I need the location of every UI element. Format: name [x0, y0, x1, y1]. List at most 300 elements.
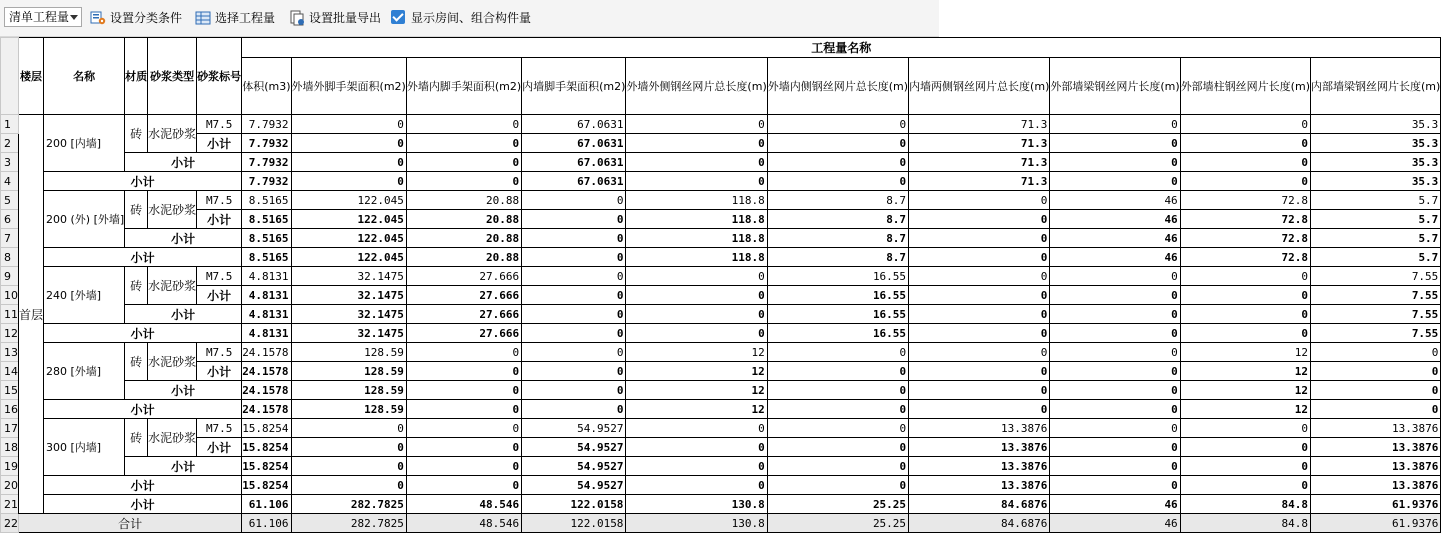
table-cell[interactable]: 71.3	[909, 134, 1050, 153]
material-cell[interactable]: 砖	[125, 115, 148, 153]
table-cell[interactable]: 12	[626, 381, 767, 400]
row-number[interactable]: 8	[1, 248, 19, 267]
table-cell[interactable]: 46	[1050, 191, 1180, 210]
table-cell[interactable]: 0	[1050, 457, 1180, 476]
column-header[interactable]: 外墙外侧钢丝网片总长度(m)	[626, 58, 767, 115]
table-cell[interactable]: 16.55	[767, 286, 908, 305]
mortar-type-cell[interactable]: 水泥砂浆	[148, 115, 197, 153]
table-cell[interactable]: 0	[1050, 362, 1180, 381]
table-cell[interactable]: 67.0631	[522, 172, 626, 191]
table-cell[interactable]: 0	[522, 267, 626, 286]
column-header[interactable]: 外墙内脚手架面积(m2)	[406, 58, 521, 115]
subtotal-label: 小计	[197, 134, 242, 153]
table-cell[interactable]: 118.8	[626, 210, 767, 229]
mortar-mark-cell[interactable]: M7.5	[197, 115, 242, 134]
table-cell[interactable]: 0	[1050, 267, 1180, 286]
table-cell[interactable]: 0	[1180, 153, 1310, 172]
table-cell[interactable]: 84.6876	[909, 514, 1050, 533]
table-cell[interactable]: 0	[1050, 305, 1180, 324]
table-cell[interactable]: 0	[1180, 267, 1310, 286]
table-cell[interactable]: 0	[406, 381, 521, 400]
table-cell[interactable]: 24.1578	[242, 362, 291, 381]
table-cell[interactable]: 13.3876	[1311, 438, 1441, 457]
table-cell[interactable]: 0	[626, 457, 767, 476]
mortar-type-cell[interactable]: 水泥砂浆	[148, 191, 197, 229]
row-number[interactable]: 13	[1, 343, 19, 362]
table-cell[interactable]: 0	[1180, 419, 1310, 438]
table-cell[interactable]: 54.9527	[522, 438, 626, 457]
table-cell[interactable]: 25.25	[767, 495, 908, 514]
table-cell[interactable]: 0	[1180, 115, 1310, 134]
table-cell[interactable]: 122.0158	[522, 514, 626, 533]
table-cell[interactable]: 0	[1050, 153, 1180, 172]
row-number[interactable]: 22	[1, 514, 19, 533]
row-number[interactable]: 6	[1, 210, 19, 229]
row-number[interactable]: 11	[1, 305, 19, 324]
wall-name-cell[interactable]: 200 [内墙]	[44, 115, 125, 172]
table-cell[interactable]: 24.1578	[242, 400, 291, 419]
table-cell[interactable]: 0	[1050, 381, 1180, 400]
table-cell[interactable]: 0	[626, 476, 767, 495]
table-cell[interactable]: 8.5165	[242, 248, 291, 267]
table-cell[interactable]: 13.3876	[909, 457, 1050, 476]
row-number[interactable]: 3	[1, 153, 19, 172]
floor-header: 楼层	[19, 38, 44, 115]
table-cell[interactable]: 0	[626, 419, 767, 438]
table-cell[interactable]: 46	[1050, 229, 1180, 248]
table-cell[interactable]: 13.3876	[909, 419, 1050, 438]
select-quantity-label: 选择工程量	[215, 11, 276, 25]
table-cell[interactable]: 0	[522, 362, 626, 381]
mortar-type-header: 砂浆类型	[148, 38, 197, 115]
table-cell[interactable]: 122.045	[291, 248, 406, 267]
table-cell[interactable]: 0	[909, 191, 1050, 210]
table-cell[interactable]: 0	[291, 172, 406, 191]
table-cell[interactable]: 130.8	[626, 514, 767, 533]
table-cell[interactable]: 128.59	[291, 400, 406, 419]
table-cell[interactable]: 0	[406, 134, 521, 153]
mortar-mark-cell[interactable]: M7.5	[197, 191, 242, 210]
material-cell[interactable]: 砖	[125, 191, 148, 229]
mortar-mark-cell[interactable]: M7.5	[197, 343, 242, 362]
table-cell[interactable]: 27.666	[406, 305, 521, 324]
table-cell[interactable]: 0	[1050, 343, 1180, 362]
table-cell[interactable]: 67.0631	[522, 115, 626, 134]
table-cell[interactable]: 72.8	[1180, 229, 1310, 248]
table-cell[interactable]: 32.1475	[291, 305, 406, 324]
table-cell[interactable]: 13.3876	[909, 476, 1050, 495]
table-cell[interactable]: 0	[626, 324, 767, 343]
table-cell[interactable]: 5.7	[1311, 248, 1441, 267]
column-header[interactable]: 外墙内侧钢丝网片总长度(m)	[767, 58, 908, 115]
row-number[interactable]: 12	[1, 324, 19, 343]
table-cell[interactable]: 13.3876	[909, 438, 1050, 457]
table-cell[interactable]: 0	[522, 248, 626, 267]
column-header[interactable]: 外部墙梁钢丝网片长度(m)	[1050, 58, 1180, 115]
subtotal-label: 小计	[197, 286, 242, 305]
table-cell[interactable]: 35.3	[1311, 172, 1441, 191]
table-cell[interactable]: 0	[406, 172, 521, 191]
table-cell[interactable]: 0	[291, 457, 406, 476]
table-cell[interactable]: 54.9527	[522, 457, 626, 476]
table-cell[interactable]: 4.8131	[242, 305, 291, 324]
table-cell[interactable]: 32.1475	[291, 286, 406, 305]
table-cell[interactable]: 84.8	[1180, 495, 1310, 514]
quantity-type-value: 清单工程量	[9, 10, 70, 24]
table-cell[interactable]: 282.7825	[291, 514, 406, 533]
table-cell[interactable]: 20.88	[406, 229, 521, 248]
table-row	[1, 153, 1441, 172]
table-cell[interactable]: 8.7	[767, 248, 908, 267]
table-cell[interactable]: 8.7	[767, 191, 908, 210]
table-cell[interactable]: 20.88	[406, 191, 521, 210]
table-cell[interactable]: 0	[1180, 305, 1310, 324]
chevron-down-icon[interactable]	[70, 15, 78, 20]
table-cell[interactable]: 0	[1050, 286, 1180, 305]
table-cell[interactable]: 13.3876	[1311, 457, 1441, 476]
row-number[interactable]: 19	[1, 457, 19, 476]
table-cell[interactable]: 0	[1180, 476, 1310, 495]
table-cell[interactable]: 0	[1311, 343, 1441, 362]
table-cell[interactable]: 0	[767, 134, 908, 153]
table-cell[interactable]: 0	[522, 210, 626, 229]
total-label: 合计	[19, 514, 242, 533]
table-cell[interactable]: 0	[626, 286, 767, 305]
table-cell[interactable]: 0	[626, 305, 767, 324]
floor-subtotal-row	[1, 495, 1441, 514]
table-cell[interactable]: 0	[1180, 438, 1310, 457]
table-cell[interactable]: 7.55	[1311, 305, 1441, 324]
table-cell[interactable]: 122.045	[291, 210, 406, 229]
table-row	[1, 457, 1441, 476]
table-cell[interactable]: 12	[1180, 362, 1310, 381]
table-cell[interactable]: 0	[1180, 134, 1310, 153]
table-cell[interactable]: 0	[626, 115, 767, 134]
table-cell[interactable]: 8.5165	[242, 229, 291, 248]
table-row	[1, 400, 1441, 419]
table-cell[interactable]: 0	[767, 115, 908, 134]
table-cell[interactable]: 27.666	[406, 286, 521, 305]
table-cell[interactable]: 0	[522, 305, 626, 324]
table-cell[interactable]: 0	[626, 172, 767, 191]
wall-name-cell[interactable]: 240 [外墙]	[44, 267, 125, 324]
batch-export-label: 设置批量导出	[309, 11, 382, 25]
table-cell[interactable]: 0	[522, 191, 626, 210]
table-cell[interactable]: 46	[1050, 495, 1180, 514]
table-cell[interactable]: 128.59	[291, 362, 406, 381]
table-cell[interactable]: 8.7	[767, 210, 908, 229]
table-cell[interactable]: 0	[1050, 172, 1180, 191]
table-cell[interactable]: 7.7932	[242, 115, 291, 134]
table-cell[interactable]: 71.3	[909, 172, 1050, 191]
table-cell[interactable]: 72.8	[1180, 210, 1310, 229]
table-cell[interactable]: 0	[406, 115, 521, 134]
table-cell[interactable]: 0	[767, 172, 908, 191]
grand-total-row	[1, 514, 1441, 533]
table-cell[interactable]: 13.3876	[1311, 476, 1441, 495]
table-cell[interactable]: 61.9376	[1311, 514, 1441, 533]
floor-cell[interactable]: 首层	[19, 115, 44, 514]
table-cell[interactable]: 4.8131	[242, 267, 291, 286]
table-cell[interactable]: 0	[406, 457, 521, 476]
table-cell[interactable]: 12	[626, 400, 767, 419]
table-cell[interactable]: 0	[1050, 438, 1180, 457]
column-header[interactable]: 体积(m3)	[242, 58, 291, 115]
mortar-mark-cell[interactable]: M7.5	[197, 267, 242, 286]
table-cell[interactable]: 0	[291, 438, 406, 457]
table-cell[interactable]: 122.0158	[522, 495, 626, 514]
table-cell[interactable]: 118.8	[626, 248, 767, 267]
column-header[interactable]: 内墙两侧钢丝网片总长度(m)	[909, 58, 1050, 115]
table-cell[interactable]: 0	[522, 324, 626, 343]
table-cell[interactable]: 12	[626, 362, 767, 381]
table-row	[1, 343, 1441, 362]
table-cell[interactable]: 7.7932	[242, 134, 291, 153]
table-cell[interactable]: 35.3	[1311, 115, 1441, 134]
table-cell[interactable]: 0	[767, 343, 908, 362]
table-cell[interactable]: 12	[626, 343, 767, 362]
table-row	[1, 210, 1441, 229]
material-cell[interactable]: 砖	[125, 267, 148, 305]
table-cell[interactable]: 16.55	[767, 267, 908, 286]
table-cell[interactable]: 0	[909, 362, 1050, 381]
table-cell[interactable]: 54.9527	[522, 419, 626, 438]
set-classify-button[interactable]	[90, 8, 186, 28]
table-cell[interactable]: 0	[406, 153, 521, 172]
table-cell[interactable]: 0	[1311, 400, 1441, 419]
table-cell[interactable]: 130.8	[626, 495, 767, 514]
table-cell[interactable]: 0	[522, 343, 626, 362]
table-cell[interactable]: 5.7	[1311, 210, 1441, 229]
table-cell[interactable]: 16.55	[767, 305, 908, 324]
table-cell[interactable]: 35.3	[1311, 134, 1441, 153]
table-cell[interactable]: 48.546	[406, 495, 521, 514]
table-cell[interactable]: 27.666	[406, 324, 521, 343]
table-cell[interactable]: 0	[1050, 476, 1180, 495]
row-number[interactable]: 14	[1, 362, 19, 381]
table-cell[interactable]: 0	[1180, 324, 1310, 343]
table-cell[interactable]: 0	[406, 343, 521, 362]
row-number[interactable]: 7	[1, 229, 19, 248]
table-cell[interactable]: 35.3	[1311, 153, 1441, 172]
column-header[interactable]: 内墙脚手架面积(m2)	[522, 58, 626, 115]
table-cell[interactable]: 8.5165	[242, 191, 291, 210]
checkbox-checked-icon[interactable]	[391, 10, 405, 24]
table-cell[interactable]: 67.0631	[522, 153, 626, 172]
table-cell[interactable]: 0	[406, 362, 521, 381]
table-cell[interactable]: 0	[626, 134, 767, 153]
table-cell[interactable]: 8.7	[767, 229, 908, 248]
table-cell[interactable]: 46	[1050, 514, 1180, 533]
table-cell[interactable]: 0	[291, 115, 406, 134]
table-cell[interactable]: 72.8	[1180, 191, 1310, 210]
table-cell[interactable]: 0	[626, 153, 767, 172]
row-number[interactable]: 20	[1, 476, 19, 495]
quantity-grid	[0, 37, 1441, 536]
table-cell[interactable]: 61.106	[242, 514, 291, 533]
wall-name-cell[interactable]: 280 [外墙]	[44, 343, 125, 400]
row-number[interactable]: 15	[1, 381, 19, 400]
table-cell[interactable]: 20.88	[406, 210, 521, 229]
table-cell[interactable]: 0	[626, 267, 767, 286]
table-cell[interactable]: 0	[522, 286, 626, 305]
table-cell[interactable]: 0	[909, 381, 1050, 400]
subtotal-label: 小计	[125, 381, 242, 400]
column-header[interactable]: 内部墙梁钢丝网片长度(m)	[1311, 58, 1441, 115]
table-cell[interactable]: 8.5165	[242, 210, 291, 229]
table-cell[interactable]: 0	[767, 381, 908, 400]
table-cell[interactable]: 128.59	[291, 343, 406, 362]
table-cell[interactable]: 15.8254	[242, 476, 291, 495]
table-cell[interactable]: 122.045	[291, 191, 406, 210]
table-cell[interactable]: 24.1578	[242, 343, 291, 362]
table-cell[interactable]: 7.7932	[242, 153, 291, 172]
table-cell[interactable]: 0	[406, 438, 521, 457]
table-cell[interactable]: 5.7	[1311, 229, 1441, 248]
table-cell[interactable]: 0	[522, 229, 626, 248]
table-cell[interactable]: 16.55	[767, 324, 908, 343]
table-cell[interactable]: 0	[1050, 419, 1180, 438]
wall-name-cell[interactable]: 300 [内墙]	[44, 419, 125, 476]
table-cell[interactable]: 118.8	[626, 229, 767, 248]
row-number[interactable]: 17	[1, 419, 19, 438]
table-cell[interactable]: 27.666	[406, 267, 521, 286]
material-cell[interactable]: 砖	[125, 343, 148, 381]
table-cell[interactable]: 7.55	[1311, 267, 1441, 286]
wall-name-cell[interactable]: 200 (外) [外墙]	[44, 191, 125, 248]
table-cell[interactable]: 54.9527	[522, 476, 626, 495]
table-cell[interactable]: 118.8	[626, 191, 767, 210]
table-cell[interactable]: 0	[291, 476, 406, 495]
column-header[interactable]: 外墙外脚手架面积(m2)	[291, 58, 406, 115]
table-cell[interactable]: 72.8	[1180, 248, 1310, 267]
table-cell[interactable]: 0	[291, 153, 406, 172]
table-cell[interactable]: 46	[1050, 248, 1180, 267]
table-cell[interactable]: 12	[1180, 381, 1310, 400]
table-cell[interactable]: 0	[767, 153, 908, 172]
table-cell[interactable]: 0	[909, 305, 1050, 324]
table-cell[interactable]: 0	[291, 134, 406, 153]
table-cell[interactable]: 13.3876	[1311, 419, 1441, 438]
table-cell[interactable]: 0	[767, 362, 908, 381]
table-cell[interactable]: 7.55	[1311, 324, 1441, 343]
table-cell[interactable]: 20.88	[406, 248, 521, 267]
table-cell[interactable]: 84.6876	[909, 495, 1050, 514]
table-cell[interactable]: 0	[909, 210, 1050, 229]
table-cell[interactable]: 67.0631	[522, 134, 626, 153]
table-cell[interactable]: 0	[1050, 400, 1180, 419]
table-cell[interactable]: 0	[1311, 362, 1441, 381]
subtotal-label: 小计	[44, 495, 242, 514]
table-cell[interactable]: 0	[909, 324, 1050, 343]
select-quantity-button[interactable]	[195, 8, 281, 28]
table-cell[interactable]: 0	[767, 419, 908, 438]
table-cell[interactable]: 0	[406, 400, 521, 419]
row-number[interactable]: 1	[1, 115, 19, 134]
table-cell[interactable]: 128.59	[291, 381, 406, 400]
table-cell[interactable]: 0	[1050, 115, 1180, 134]
row-number[interactable]: 5	[1, 191, 19, 210]
table-cell[interactable]: 61.9376	[1311, 495, 1441, 514]
row-number[interactable]: 16	[1, 400, 19, 419]
table-cell[interactable]: 32.1475	[291, 324, 406, 343]
table-cell[interactable]: 122.045	[291, 229, 406, 248]
batch-export-button[interactable]	[289, 8, 385, 28]
table-cell[interactable]: 0	[767, 438, 908, 457]
table-cell[interactable]: 7.55	[1311, 286, 1441, 305]
material-cell[interactable]: 砖	[125, 419, 148, 457]
table-cell[interactable]: 15.8254	[242, 457, 291, 476]
show-rooms-checkbox[interactable]	[391, 8, 541, 28]
row-number[interactable]: 18	[1, 438, 19, 457]
table-cell[interactable]: 5.7	[1311, 191, 1441, 210]
table-cell[interactable]: 0	[1180, 172, 1310, 191]
table-cell[interactable]: 0	[767, 400, 908, 419]
row-number[interactable]: 10	[1, 286, 19, 305]
table-cell[interactable]: 0	[1180, 286, 1310, 305]
table-cell[interactable]: 0	[1180, 457, 1310, 476]
table-cell[interactable]: 0	[406, 419, 521, 438]
table-cell[interactable]: 71.3	[909, 115, 1050, 134]
table-cell[interactable]: 71.3	[909, 153, 1050, 172]
table-cell[interactable]: 0	[909, 248, 1050, 267]
table-cell[interactable]: 0	[909, 267, 1050, 286]
table-cell[interactable]: 0	[909, 286, 1050, 305]
table-cell[interactable]: 0	[626, 438, 767, 457]
row-number[interactable]: 4	[1, 172, 19, 191]
table-cell[interactable]: 0	[767, 476, 908, 495]
table-cell[interactable]: 15.8254	[242, 438, 291, 457]
table-cell[interactable]: 32.1475	[291, 267, 406, 286]
table-cell[interactable]: 46	[1050, 210, 1180, 229]
table-cell[interactable]: 0	[1050, 134, 1180, 153]
table-cell[interactable]: 12	[1180, 400, 1310, 419]
row-number[interactable]: 2	[1, 134, 19, 153]
table-cell[interactable]: 0	[522, 381, 626, 400]
table-cell[interactable]: 25.25	[767, 514, 908, 533]
table-cell[interactable]: 0	[909, 229, 1050, 248]
table-cell[interactable]: 84.8	[1180, 514, 1310, 533]
table-cell[interactable]: 24.1578	[242, 381, 291, 400]
table-cell[interactable]: 0	[909, 400, 1050, 419]
row-number[interactable]: 9	[1, 267, 19, 286]
table-cell[interactable]: 282.7825	[291, 495, 406, 514]
table-cell[interactable]: 48.546	[406, 514, 521, 533]
table-row	[1, 438, 1441, 457]
table-cell[interactable]: 0	[909, 343, 1050, 362]
table-cell[interactable]: 4.8131	[242, 286, 291, 305]
subtotal-label: 小计	[44, 476, 242, 495]
mortar-mark-cell[interactable]: M7.5	[197, 419, 242, 438]
table-cell[interactable]: 15.8254	[242, 419, 291, 438]
mortar-type-cell[interactable]: 水泥砂浆	[148, 267, 197, 305]
table-cell[interactable]: 61.106	[242, 495, 291, 514]
row-number[interactable]: 21	[1, 495, 19, 514]
table-cell[interactable]: 0	[291, 419, 406, 438]
table-cell[interactable]: 0	[767, 457, 908, 476]
table-cell[interactable]: 7.7932	[242, 172, 291, 191]
mortar-type-cell[interactable]: 水泥砂浆	[148, 419, 197, 457]
table-cell[interactable]: 4.8131	[242, 324, 291, 343]
mortar-type-cell[interactable]: 水泥砂浆	[148, 343, 197, 381]
table-cell[interactable]: 0	[1311, 381, 1441, 400]
quantity-type-select[interactable]	[4, 7, 82, 27]
table-cell[interactable]: 12	[1180, 343, 1310, 362]
column-header[interactable]: 外部墙柱钢丝网片长度(m)	[1180, 58, 1310, 115]
table-cell[interactable]: 0	[522, 400, 626, 419]
table-cell[interactable]: 0	[1050, 324, 1180, 343]
table-cell[interactable]: 0	[406, 476, 521, 495]
